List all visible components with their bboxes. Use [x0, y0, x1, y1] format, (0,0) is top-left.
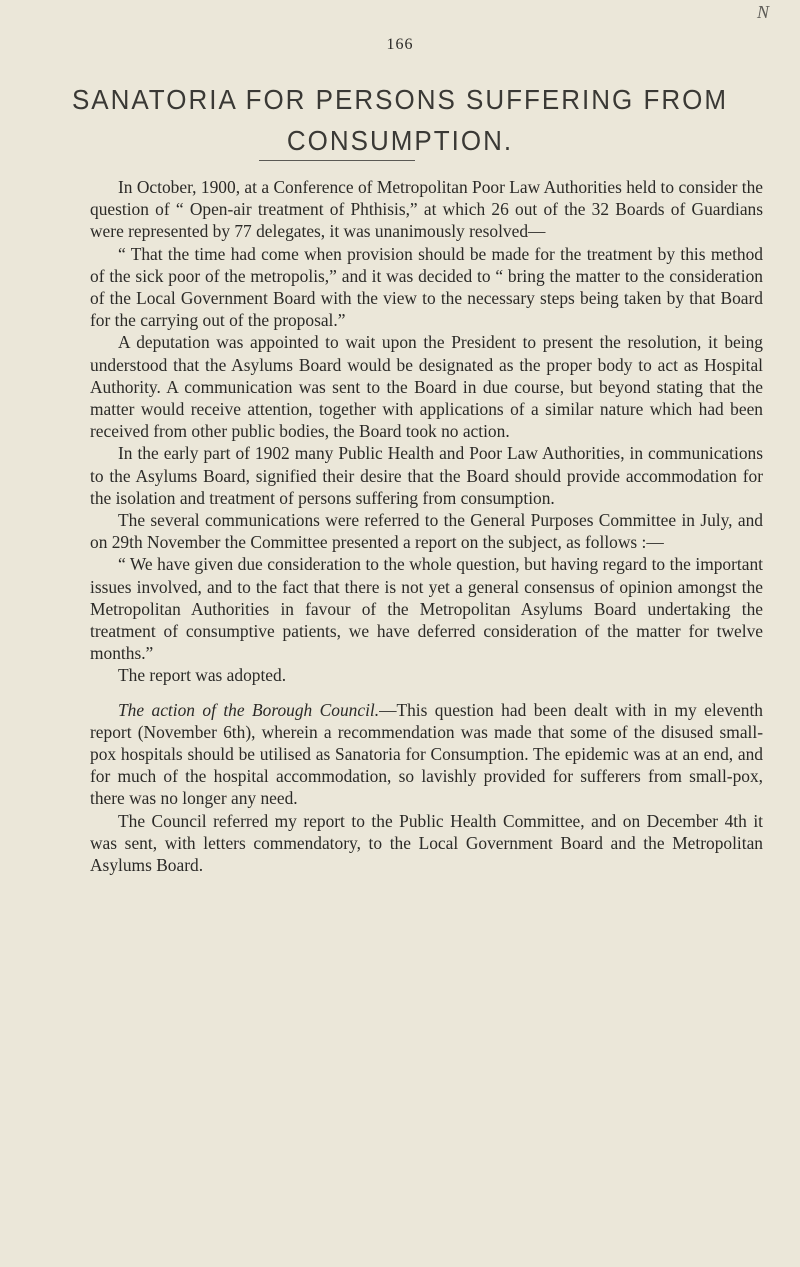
paragraph-borough-council — [90, 699, 763, 810]
paragraph-resolution-quote: “ That the time had come when provision should be made for the treatment by this method of the sick poor of the metropolis,” and it was decided to “ bring the matter to the consideration of the Local Government Board with the view to the necessary steps being taken by that Board for the carrying out of the proposal.” — [90, 243, 763, 331]
title-line-1: SANATORIA FOR PERSONS SUFFERING FROM — [71, 83, 729, 116]
paragraph-committee-referral: The several communications were referred to the General Purposes Committee in July, and on 29th November the Committee presented a report on the subject, as follows :— — [90, 510, 763, 553]
paragraph-conference: In October, 1900, at a Conference of Metropolitan Poor Law Authorities held to consider the question of “ Open-air treatment of Phthisis,” at which 26 out of the 32 Boards of Guardians were represented by 77 delegates, it was unanimously resolved— — [90, 177, 763, 242]
borough-section-heading: The action of the Borough Council. — [118, 699, 380, 720]
paragraph-deputation: A deputation was appointed to wait upon the President to present the resolution, it being understood that the Asylums Board would be designated as the proper body to act as Hospital Authority. A communication was sent to the Board in due course, but beyond stating that the matter would receive attention, together with applications of a similar nature which had been received from other public bodies, the Board took no action. — [90, 332, 763, 442]
borough-section-text: —This question had been dealt with in my eleventh report (November 6th), wherein a recommendation was made that some of the disused small-pox hospitals should be utilised as Sanatoria for Consumption. The epidemic was at an end, and for much of the hospital accommodation, so lavishly provided for sufferers from small-pox, there was no longer any need. — [90, 699, 764, 809]
body-text — [90, 176, 763, 876]
paragraph-report-adopted: The report was adopted. — [118, 665, 287, 686]
corner-mark: N — [757, 2, 770, 22]
page-number: 166 — [386, 36, 414, 53]
page-title — [0, 79, 800, 161]
paragraph-committee-report-quote: “ We have given due consideration to the whole question, but having regard to the important issues involved, and to the fact that there is not yet a general consensus of opinion amongst the Metropolitan Authorities in favour of the Metropolitan Asylums Board undertaking the treatment of consumptive patients, we have deferred consideration of the matter for twelve months.” — [90, 554, 763, 664]
paragraph-early-1902: In the early part of 1902 many Public Health and Poor Law Authorities, in communications to the Asylums Board, signified their desire that the Board should provide accommodation for the isolation and treatment of persons suffering from consumption. — [90, 443, 763, 508]
title-divider — [259, 160, 415, 161]
paragraph-council-referral: The Council referred my report to the Public Health Committee, and on December 4th it was sent, with letters commendatory, to the Local Government Board and the Metropolitan Asylums Board. — [90, 810, 763, 876]
title-line-2: CONSUMPTION. — [286, 124, 514, 157]
